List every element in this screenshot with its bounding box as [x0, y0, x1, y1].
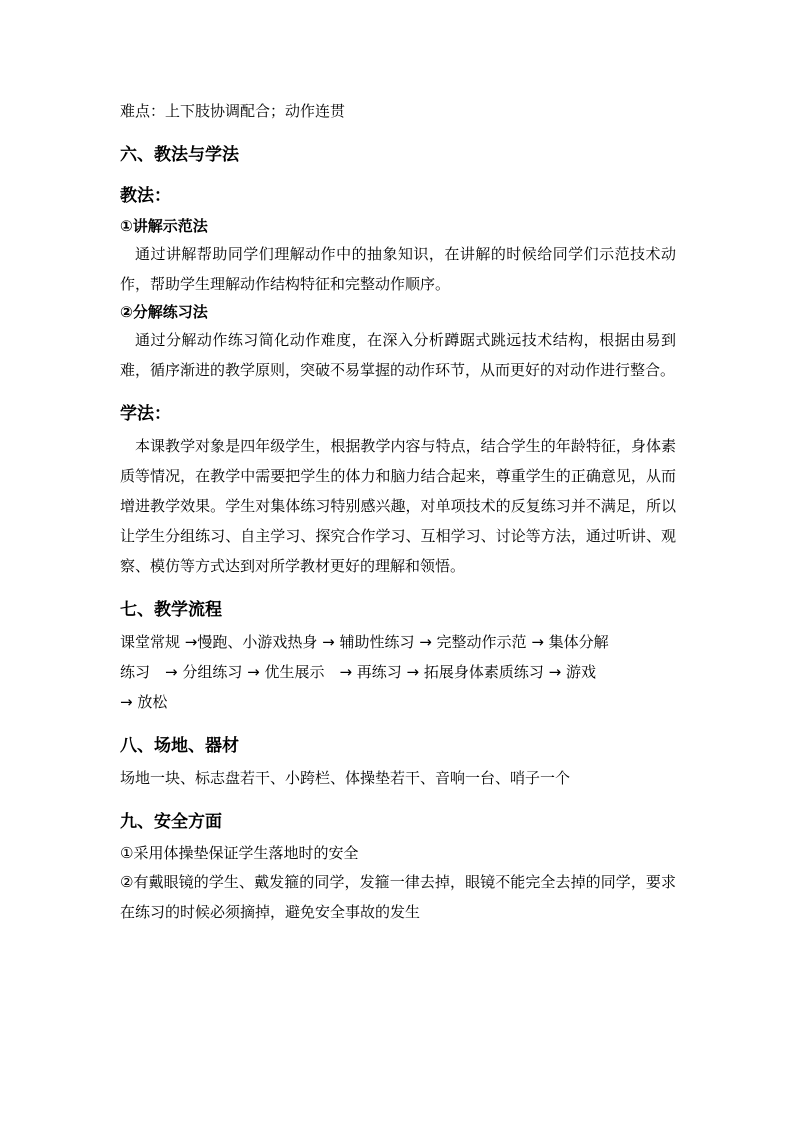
section-7-title: 七、教学流程 [120, 600, 222, 620]
section-9-title: 九、安全方面 [120, 812, 222, 832]
section-8-title: 八、场地、器材 [120, 736, 239, 756]
safety-item-1: ①采用体操垫保证学生落地时的安全 [120, 844, 359, 862]
method-1-title: ①讲解示范法 [120, 217, 208, 235]
method-1-text: 通过讲解帮助同学们理解动作中的抽象知识，在讲解的时候给同学们示范技术动作，帮助学生理解动作结构特征和完整动作顺序。 [120, 245, 676, 293]
learning-methods-heading: 学法： [120, 404, 171, 424]
flow-line-2: 练习 → 分组练习 → 优生展示 → 再练习 → 拓展身体素质练习 → 游戏 [120, 663, 596, 681]
venue-equipment-text: 场地一块、标志盘若干、小跨栏、体操垫若干、音响一台、哨子一个 [120, 769, 571, 787]
teaching-methods-heading: 教法： [120, 186, 171, 206]
section-6-title: 六、教法与学法 [120, 145, 239, 165]
document-body [120, 96, 676, 927]
flow-line-1: 课堂常规 →慢跑、小游戏热身 → 辅助性练习 → 完整动作示范 → 集体分解 [120, 633, 609, 651]
safety-item-2: ②有戴眼镜的学生、戴发箍的同学，发箍一律去掉，眼镜不能完全去掉的同学，要求在练习的时候必须摘掉，避免安全事故的发生 [120, 873, 676, 921]
learning-methods-text: 本课教学对象是四年级学生，根据教学内容与特点，结合学生的年龄特征，身体素质等情况，在教学中需要把学生的体力和脑力结合起来，尊重学生的正确意见，从而增进教学效果。学生对集体练习特别感兴趣，对单项技术的反复练习并不满足，所以让学生分组练习、自主学习、探究合作学习、互相学习、讨论等方法，通过听讲、观察、模仿等方式达到对所学教材更好的理解和领悟。 [120, 437, 676, 575]
difficulty-line: 难点：上下肢协调配合；动作连贯 [120, 102, 346, 120]
method-2-text: 通过分解动作练习简化动作难度，在深入分析蹲踞式跳远技术结构，根据由易到难，循序渐进的教学原则，突破不易掌握的动作环节，从而更好的对动作进行整合。 [120, 331, 676, 379]
flow-line-3: → 放松 [120, 693, 168, 711]
method-2-title: ②分解练习法 [120, 303, 208, 321]
